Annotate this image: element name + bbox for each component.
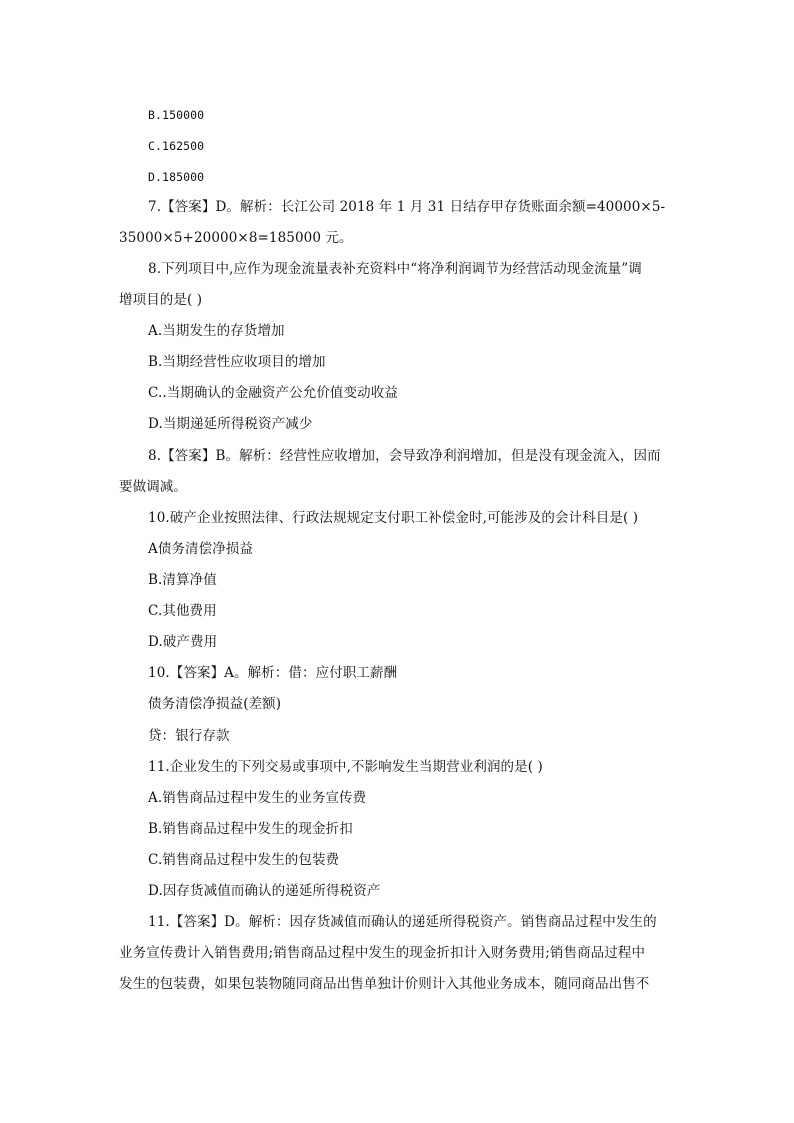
question-8-option-c: C..当期确认的金融资产公允价值变动收益 [148,385,398,401]
question-10-option-a: A债务清偿净损益 [148,541,254,557]
question-11-option-a: A.销售商品过程中发生的业务宣传费 [148,790,367,806]
option-c-text: C.162500 [148,139,205,153]
answer-10-line-3: 贷：银行存款 [148,728,230,744]
answer-10-line-1: 10.【答案】A。解析：借：应付职工薪酬 [148,665,398,681]
answer-11-line-2: 业务宣传费计入销售费用;销售商品过程中发生的现金折扣计入财务费用;销售商品过程中 [119,945,646,961]
option-d-text: D.185000 [148,170,205,184]
answer-8-line-2: 要做调减。 [119,479,187,495]
answer-11-line-3: 发生的包装费，如果包装物随同商品出售单独计价则计入其他业务成本，随同商品出售不 [119,976,650,992]
answer-7-line-2: 35000×5+20000×8=185000 元。 [119,230,353,246]
question-10-option-c: C.其他费用 [148,603,217,619]
question-11-option-c: C.销售商品过程中发生的包装费 [148,852,340,868]
question-8-option-d: D.当期递延所得税资产减少 [148,416,313,432]
answer-7-line-1: 7.【答案】D。解析：长江公司 2018 年 1 月 31 日结存甲存货账面余额=40000×5- [148,199,666,215]
question-11-option-b: B.销售商品过程中发生的现金折扣 [148,821,353,837]
question-11-option-d: D.因存货减值而确认的递延所得税资产 [148,883,381,899]
question-10-option-d: D.破产费用 [148,634,218,650]
question-10-option-b: B.清算净值 [148,572,217,588]
question-11-text: 11.企业发生的下列交易或事项中,不影响发生当期营业利润的是( ) [148,759,543,775]
question-10-text: 10.破产企业按照法律、行政法规规定支付职工补偿金时,可能涉及的会计科目是( ) [148,510,639,526]
option-b-text: B.150000 [148,108,205,122]
answer-10-line-2: 债务清偿净损益(差额) [148,696,282,712]
answer-8-line-1: 8.【答案】B。解析：经营性应收增加，会导致净利润增加，但是没有现金流入，因而 [148,448,661,464]
answer-11-line-1: 11.【答案】D。解析：因存货减值而确认的递延所得税资产。销售商品过程中发生的 [148,914,657,930]
question-8-option-b: B.当期经营性应收项目的增加 [148,354,326,370]
question-8-line-1: 8.下列项目中,应作为现金流量表补充资料中“将净利润调节为经营活动现金流量”调 [148,261,642,277]
question-8-line-2: 增项目的是( ) [119,292,203,308]
question-8-option-a: A.当期发生的存货增加 [148,323,285,339]
